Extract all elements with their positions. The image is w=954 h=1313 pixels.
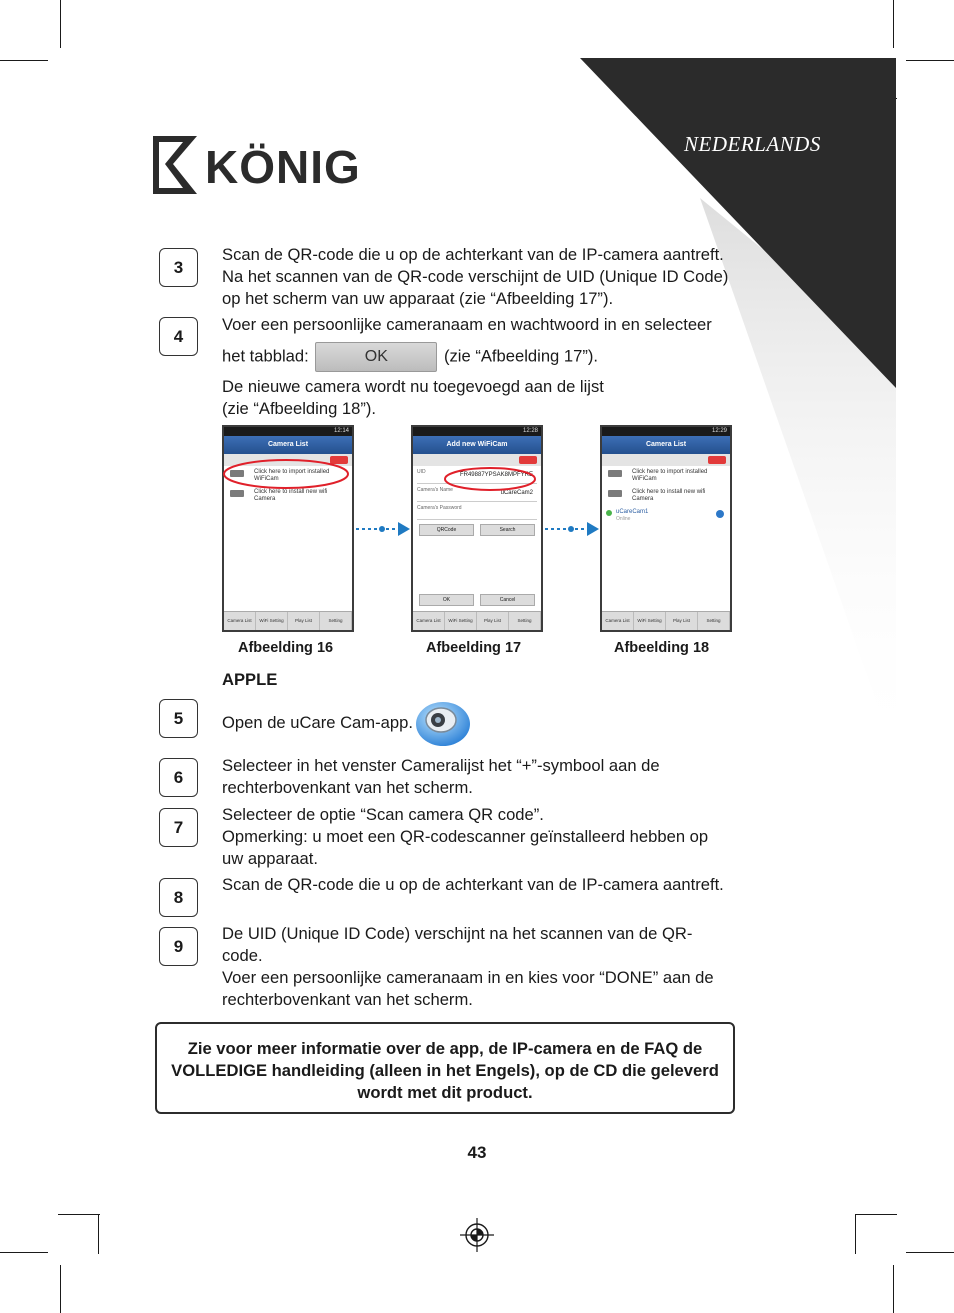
text-fragment: (zie “Afbeelding 17”). xyxy=(443,346,599,366)
screenshot-camera-list-added xyxy=(600,425,732,632)
step-4-text xyxy=(222,314,737,420)
tab: WiFi Setting xyxy=(445,612,477,630)
tab: WiFi Setting xyxy=(634,612,666,630)
konig-logo xyxy=(153,136,383,196)
text-line: rechterbovenkant van het scherm. xyxy=(222,778,473,797)
crop-mark xyxy=(60,1265,61,1313)
tab: Camera List xyxy=(413,612,445,630)
list-item xyxy=(602,466,730,486)
item-text: Camera xyxy=(632,496,654,502)
step-number: 3 xyxy=(159,248,198,287)
screen-title: Camera List xyxy=(224,436,352,454)
page-number: 43 xyxy=(467,1143,487,1162)
highlight-ellipse xyxy=(442,466,538,492)
section-heading: APPLE xyxy=(222,670,278,689)
crop-mark xyxy=(0,60,48,61)
button-row xyxy=(419,524,535,536)
toolbar xyxy=(413,454,541,466)
text-line: (zie “Afbeelding 18”). xyxy=(222,399,377,418)
step-6-text xyxy=(222,755,737,799)
item-text: WiFiCam xyxy=(254,476,279,482)
crop-mark xyxy=(60,0,61,48)
text-line: Voer een persoonlijke cameranaam en wachtwoord in en selecteer xyxy=(222,315,712,334)
crop-mark xyxy=(58,1214,100,1215)
tab: WiFi Setting xyxy=(256,612,288,630)
text-line: Na het scannen van de QR-code verschijnt de UID (Unique ID Code) xyxy=(222,267,729,286)
tab: Play List xyxy=(666,612,698,630)
step-7-text xyxy=(222,804,737,870)
crop-mark xyxy=(855,1214,856,1254)
text-line: De UID (Unique ID Code) verschijnt na het scannen van de QR- xyxy=(222,924,693,943)
tab-bar xyxy=(224,611,352,630)
item-text: Click here to import installed xyxy=(632,469,708,475)
step-number: 5 xyxy=(159,699,198,738)
text-line xyxy=(222,342,737,372)
crop-mark xyxy=(855,1214,897,1215)
figure-caption: Afbeelding 18 xyxy=(614,640,710,656)
text-line: op het scherm van uw apparaat (zie “Afbeelding 17”). xyxy=(222,289,614,308)
item-text: Click here to install new wifi xyxy=(254,489,328,495)
arrow-icon xyxy=(716,510,724,518)
text-line: Open de uCare Cam-app. xyxy=(222,713,413,732)
arrow-right-icon xyxy=(543,520,601,538)
tab: Camera List xyxy=(224,612,256,630)
screen-title: Add new WiFiCam xyxy=(413,436,541,454)
tab-bar xyxy=(413,611,541,630)
text-line: rechterbovenkant van het scherm. xyxy=(222,990,473,1009)
online-dot-icon xyxy=(606,510,612,516)
language-label: NEDERLANDS xyxy=(684,132,821,156)
step-number: 9 xyxy=(159,927,198,966)
tab-bar xyxy=(602,611,730,630)
status-bar: 12:14 xyxy=(224,427,352,436)
info-box xyxy=(155,1022,735,1114)
text-line: Opmerking: u moet een QR-codescanner geïnstalleerd hebben op xyxy=(222,827,709,846)
text-line: Zie voor meer informatie over de app, de IP-camera en de FAQ de xyxy=(187,1039,703,1058)
cancel-button: Cancel xyxy=(480,594,535,606)
text-line: uw apparaat. xyxy=(222,849,318,868)
registration-mark-icon xyxy=(460,1218,494,1252)
highlight-ellipse xyxy=(220,456,354,492)
camera-icon xyxy=(608,490,622,497)
text-line: wordt met dit product. xyxy=(357,1083,533,1102)
camera-name: uCareCam1 xyxy=(616,509,649,515)
tab: Play List xyxy=(288,612,320,630)
step-number: 8 xyxy=(159,878,198,917)
step-3-text xyxy=(222,244,737,310)
crop-mark xyxy=(893,1265,894,1313)
arrow-right-icon xyxy=(354,520,412,538)
step-9-text xyxy=(222,923,737,1011)
field-label: Camera's Password xyxy=(417,505,462,511)
crop-mark xyxy=(906,1252,954,1253)
camera-icon xyxy=(608,470,622,477)
crop-mark xyxy=(98,1214,99,1254)
item-text: Click here to install new wifi xyxy=(632,489,706,495)
crop-mark xyxy=(0,1252,48,1253)
step-5-text xyxy=(222,712,737,734)
add-icon xyxy=(708,456,726,464)
text-line: Scan de QR-code die u op de achterkant van de IP-camera aantreft. xyxy=(222,875,724,894)
brand-name: KÖNIG xyxy=(205,141,361,193)
field-label: Camera's Name xyxy=(417,487,453,493)
status-bar: 12:28 xyxy=(413,427,541,436)
step-number: 4 xyxy=(159,317,198,356)
camera-status: Online xyxy=(616,516,631,522)
field-value: uCareCam2 xyxy=(500,490,533,496)
password-field xyxy=(417,505,537,520)
tab: Play List xyxy=(477,612,509,630)
text-line: Scan de QR-code die u op de achterkant van de IP-camera aantreft. xyxy=(222,245,724,264)
item-text: Camera xyxy=(254,496,276,502)
list-item xyxy=(602,486,730,506)
qrcode-button: QRCode xyxy=(419,524,474,536)
crop-mark xyxy=(906,60,954,61)
tab: Setting xyxy=(698,612,730,630)
tab: Camera List xyxy=(602,612,634,630)
text-line: Voer een persoonlijke cameranaam in en kies voor “DONE” aan de xyxy=(222,968,714,987)
add-icon xyxy=(519,456,537,464)
tab: Setting xyxy=(320,612,352,630)
text-fragment: het tabblad: xyxy=(222,346,309,366)
text-line: code. xyxy=(222,946,263,965)
screenshot-add-wificam xyxy=(411,425,543,632)
ucare-app-icon xyxy=(414,694,472,748)
list-item xyxy=(602,506,730,526)
step-number: 7 xyxy=(159,808,198,847)
item-text: WiFiCam xyxy=(632,476,657,482)
screen-title: Camera List xyxy=(602,436,730,454)
ok-button-image: OK xyxy=(315,342,437,372)
figure-caption: Afbeelding 17 xyxy=(426,640,522,656)
field-label: UID xyxy=(417,469,426,475)
status-bar: 12:29 xyxy=(602,427,730,436)
field-value: FR49887YPSAK8MPFYRE xyxy=(459,472,533,478)
step-8-text xyxy=(222,874,737,896)
search-button: Search xyxy=(480,524,535,536)
text-line: VOLLEDIGE handleiding (alleen in het Engels), op de CD die geleverd xyxy=(171,1061,719,1080)
text-line: De nieuwe camera wordt nu toegevoegd aan de lijst xyxy=(222,377,604,396)
tab: Setting xyxy=(509,612,541,630)
crop-mark xyxy=(893,0,894,48)
toolbar xyxy=(602,454,730,466)
text-line: Selecteer in het venster Cameralijst het “+”-symbool aan de xyxy=(222,756,660,775)
button-row xyxy=(419,594,535,606)
text-line: Selecteer de optie “Scan camera QR code”. xyxy=(222,805,544,824)
step-number: 6 xyxy=(159,758,198,797)
item-text: Click here to import installed xyxy=(254,469,330,475)
figure-caption: Afbeelding 16 xyxy=(238,640,334,656)
ok-button: OK xyxy=(419,594,474,606)
